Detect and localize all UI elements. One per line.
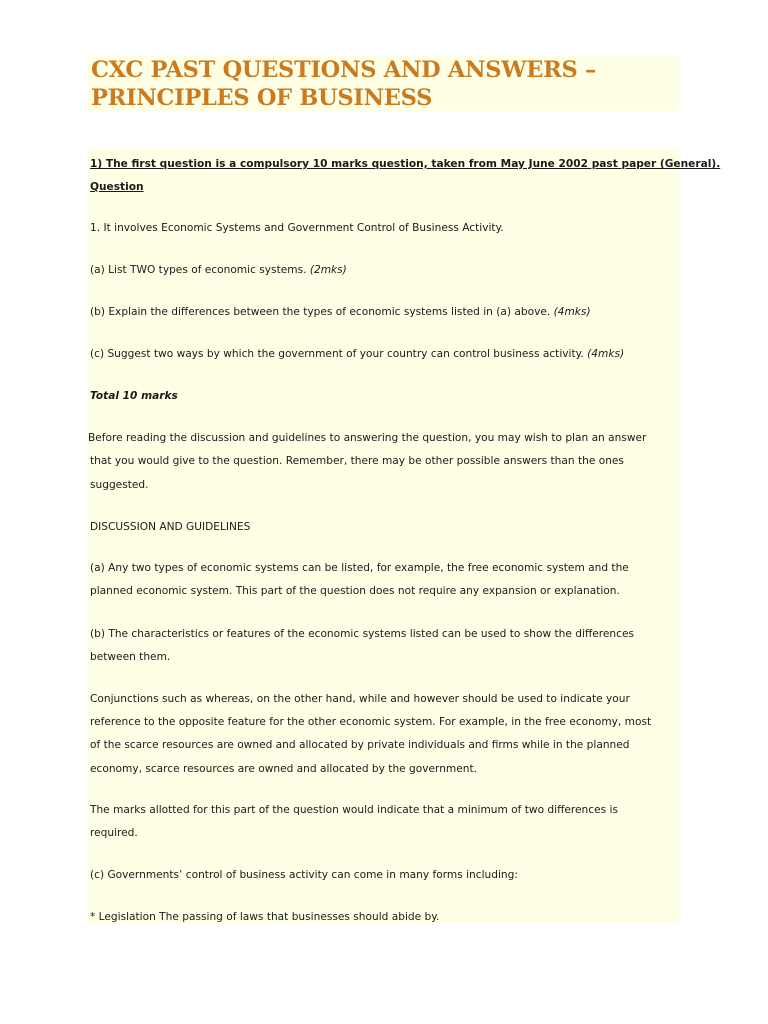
total-marks: Total 10 marks [90, 390, 178, 402]
conjunctions-line-4: economy, scarce resources are owned and allocated by the government. [90, 763, 477, 775]
discussion-a-line-2: planned economic system. This part of the question does not require any expansion or explanation. [90, 585, 620, 597]
discussion-c-line: (c) Governments’ control of business activity can come in many forms including: [90, 869, 518, 881]
question-intro: 1) The first question is a compulsory 10 marks question, taken from May June 2002 past paper (General). [90, 158, 721, 170]
document-content [87, 148, 721, 924]
document-title-line-2: PRINCIPLES OF BUSINESS [91, 85, 433, 111]
question-part-c-marks: (4mks) [587, 348, 625, 360]
question-part-b [90, 306, 591, 318]
question-part-a-text: (a) List TWO types of economic systems. [90, 264, 310, 276]
conjunctions-line-1: Conjunctions such as whereas, on the other hand, while and however should be used to indicate your [90, 693, 630, 705]
conjunctions-line-3: of the scarce resources are owned and allocated by private individuals and firms while in the planned [90, 739, 630, 751]
question-heading: Question [90, 181, 144, 193]
legislation-bullet: * Legislation The passing of laws that businesses should abide by. [90, 911, 440, 923]
question-part-b-marks: (4mks) [553, 306, 591, 318]
question-part-c [90, 348, 624, 360]
discussion-heading: DISCUSSION AND GUIDELINES [90, 521, 251, 533]
discussion-a-line-1: (a) Any two types of economic systems can be listed, for example, the free economic system and the [90, 562, 629, 574]
preamble-line-2: that you would give to the question. Remember, there may be other possible answers than the ones [90, 455, 624, 467]
marks-note-line-2: required. [90, 827, 138, 839]
question-stem: 1. It involves Economic Systems and Government Control of Business Activity. [90, 222, 504, 234]
preamble-line-1: Before reading the discussion and guidelines to answering the question, you may wish to plan an answer [88, 432, 647, 444]
question-part-a-marks: (2mks) [309, 264, 347, 276]
discussion-b-line-2: between them. [90, 651, 171, 663]
document-title-line-1: CXC PAST QUESTIONS AND ANSWERS – [91, 57, 596, 83]
discussion-b-line-1: (b) The characteristics or features of the economic systems listed can be used to show the differences [90, 628, 634, 640]
conjunctions-line-2: reference to the opposite feature for the other economic system. For example, in the free economy, most [90, 716, 652, 728]
title-block [87, 55, 680, 111]
question-part-b-text: (b) Explain the differences between the types of economic systems listed in (a) above. [90, 306, 554, 318]
marks-note-line-1: The marks allotted for this part of the question would indicate that a minimum of two differences is [90, 804, 618, 816]
question-part-c-text: (c) Suggest two ways by which the government of your country can control business activity. [90, 348, 588, 360]
preamble-line-3: suggested. [90, 479, 149, 491]
question-part-a [90, 264, 347, 276]
